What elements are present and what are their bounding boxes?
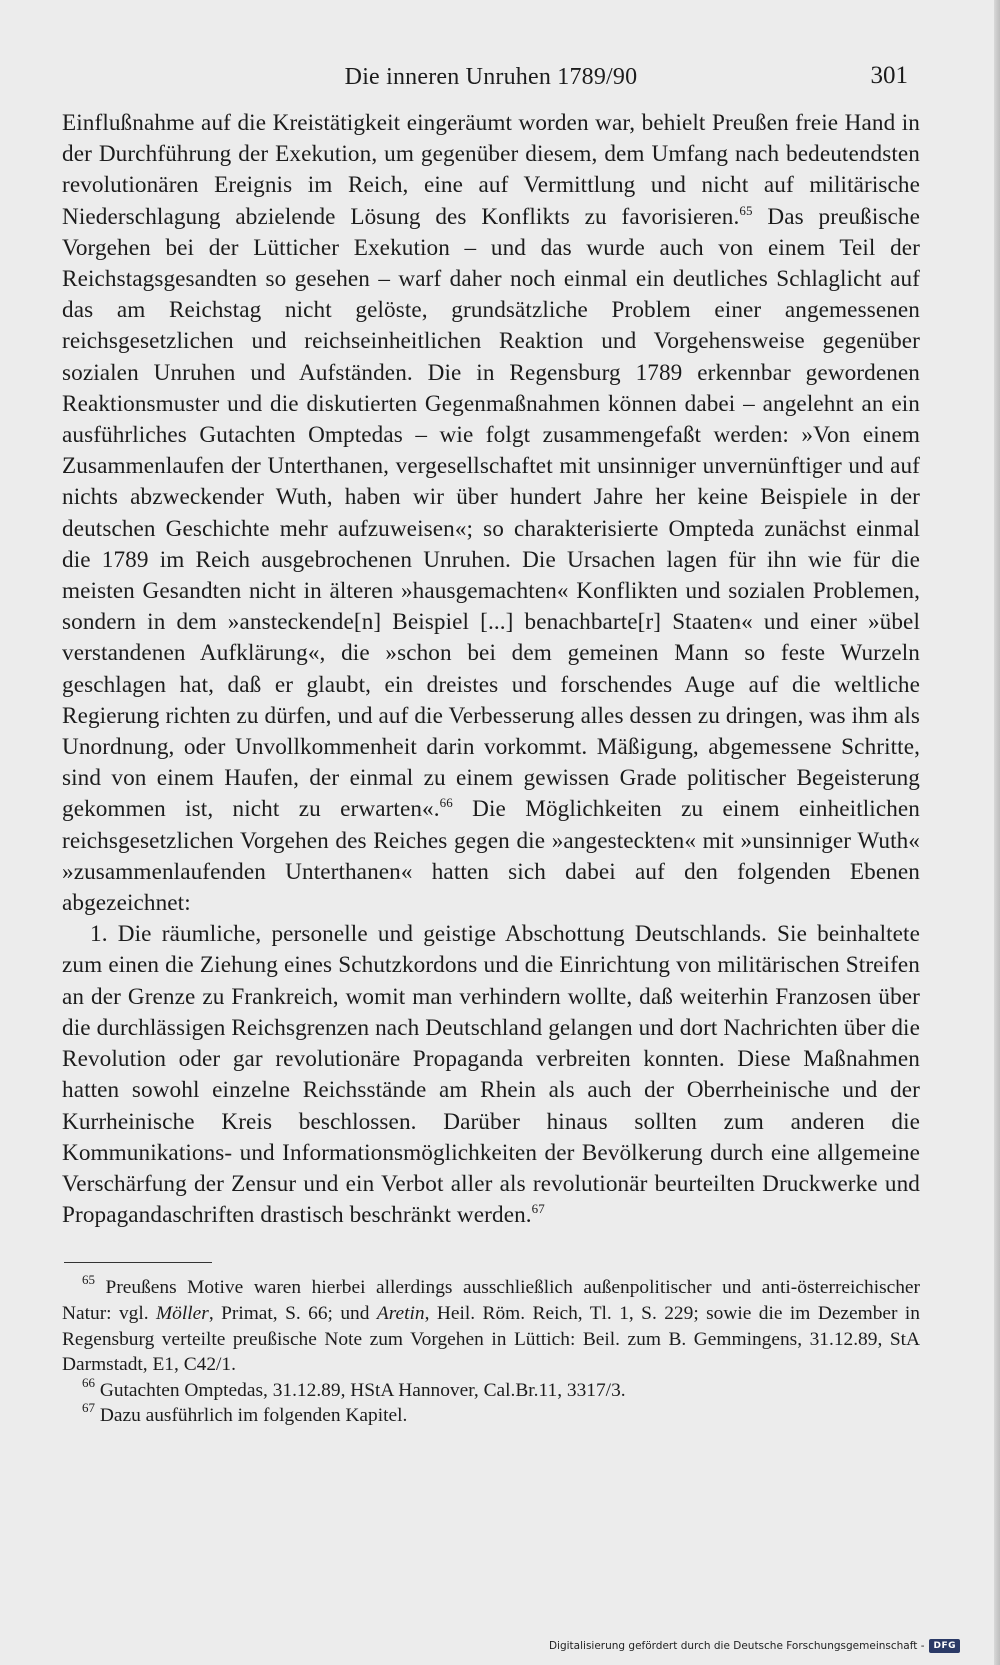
scan-edge	[994, 0, 1000, 1665]
digitization-credit-text: Digitalisierung gefördert durch die Deutsche Forschungsgemeinschaft -	[548, 1640, 925, 1652]
footnote-67-text: Dazu ausführlich im folgenden Kapitel.	[95, 1405, 408, 1427]
footnote-65-text-3: , Heil. Röm. Reich, Tl. 1, S. 229; sowie die im Dezember in Regensburg verteilte preußische Note zum Vorgehen in Lüttich: Beil. zum B. Gemmingens, 31.12.89, StA Darmstadt, E1, C42/1.	[62, 1302, 920, 1376]
footnote-ref-67[interactable]: 67	[531, 1201, 545, 1217]
footnote-65-author-2: Aretin	[376, 1302, 425, 1324]
footnote-65	[62, 1272, 920, 1377]
footnote-66	[62, 1374, 920, 1404]
footnote-65-number: 65	[82, 1272, 95, 1288]
footnote-66-number: 66	[82, 1374, 95, 1390]
page-number: 301	[870, 62, 908, 89]
body-text	[62, 108, 920, 1231]
footnote-65-text-2: , Primat, S. 66; und	[208, 1302, 377, 1324]
paragraph-1-part-c: Die Möglichkeiten zu einem einheitlichen reichsgesetzlichen Vorgehen des Reiches gegen die »angesteckten« mit »unsinniger Wuth« »zusammenlaufenden Unterthanen« hatten sich dabei auf den folgenden Ebenen abgezeichnet:	[62, 796, 920, 917]
footnote-67-number: 67	[82, 1400, 95, 1416]
digitization-credit	[549, 1639, 960, 1653]
footnote-ref-66[interactable]: 66	[439, 795, 453, 811]
footnote-ref-65[interactable]: 65	[739, 202, 753, 218]
book-page	[62, 60, 920, 1429]
paragraph-1	[62, 108, 920, 919]
dfg-logo: DFG	[929, 1639, 960, 1653]
paragraph-1-part-b: Das preußische Vorgehen bei der Lütticher Exekution – und das wurde auch von einem Teil der Reichstagsgesandten so gesehen – warf daher noch einmal ein deutliches Schlaglicht auf das am Reichstag nicht gelöste, grundsätzliche Problem einer angemessenen reichsgesetzlichen und reichseinheitlichen Reaktion und Vorgehensweise gegenüber sozialen Unruhen und Aufständen. Die in Regensburg 1789 erkennbar gewordenen Reaktionsmuster und die diskutierten Gegenmaßnahmen können dabei – angelehnt an ein ausführliches Gutachten Omptedas – wie folgt zusammengefaßt werden: »Von einem Zusammenlaufen der Unterthanen, vergesellschaftet mit unsinniger unvernünftiger und auf nichts abzweckender Wuth, haben wir über hundert Jahre her keine Beispiele in der deutschen Geschichte mehr aufzuweisen«; so charakterisierte Ompteda zunächst einmal die 1789 im Reich ausgebrochenen Unruhen. Die Ursachen lagen für ihn wie für die meisten Gesandten nicht in älteren »hausgemachten« Konflikten und sozialen Problemen, sondern in dem »ansteckende[n] Beispiel [...] benachbarte[r] Staaten« und einer »übel verstandenen Aufklärung«, die »schon bei dem gemeinen Mann so feste Wurzeln geschlagen hat, daß er glaubt, ein dreistes und forschendes Auge auf die weltliche Regierung richten zu dürfen, und auf die Verbesserung alles dessen zu dringen, was ihm als Unordnung, oder Unvollkommenheit darin vorkommt. Mäßigung, abgemessene Schritte, sind von einem Haufen, der einmal zu einem gewissen Grade politischer Begeisterung gekommen ist, nicht zu erwarten«.	[62, 203, 920, 823]
footnote-65-text-1: Preußens Motive waren hierbei allerdings ausschließlich außenpolitischer und anti-österreichischer Natur: vgl.	[62, 1277, 920, 1324]
footnote-66-text: Gutachten Omptedas, 31.12.89, HStA Hannover, Cal.Br.11, 3317/3.	[95, 1379, 626, 1401]
paragraph-1-part-a: Einflußnahme auf die Kreistätigkeit eingeräumt worden war, behielt Preußen freie Hand in der Durchführung der Exekution, um gegenüber diesem, dem Umfang nach bedeutendsten revolutionären Ereignis im Reich, eine auf Vermittlung und nicht auf militärische Niederschlagung abzielende Lösung des Konflikts zu favorisieren.	[62, 110, 920, 230]
footnotes	[62, 1272, 920, 1429]
footnote-divider	[64, 1262, 212, 1263]
paragraph-2-text: 1. Die räumliche, personelle und geistige Abschottung Deutschlands. Sie beinhaltete zum einen die Ziehung eines Schutzkordons und die Einrichtung von militärischen Streifen an der Grenze zu Frankreich, womit man verhindern wollte, daß weiterhin Franzosen über die durchlässigen Reichsgrenzen nach Deutschland gelangen und dort Nachrichten über die Revolution oder gar revolutionäre Propaganda verbreiten konnten. Diese Maßnahmen hatten sowohl einzelne Reichsstände am Rhein als auch der Oberrheinische und der Kurrheinische Kreis beschlossen. Darüber hinaus sollten zum anderen die Kommunikations- und Informationsmöglichkeiten der Bevölkerung durch eine allgemeine Verschärfung der Zensur und ein Verbot aller als revolutionär beurteilten Druckwerke und Propagandaschriften drastisch beschränkt werden.	[62, 921, 920, 1229]
paragraph-2	[62, 919, 920, 1231]
running-title: Die inneren Unruhen 1789/90	[344, 64, 638, 90]
running-head	[62, 60, 920, 100]
footnote-67	[62, 1400, 920, 1429]
footnote-65-author-1: Möller	[156, 1302, 209, 1324]
